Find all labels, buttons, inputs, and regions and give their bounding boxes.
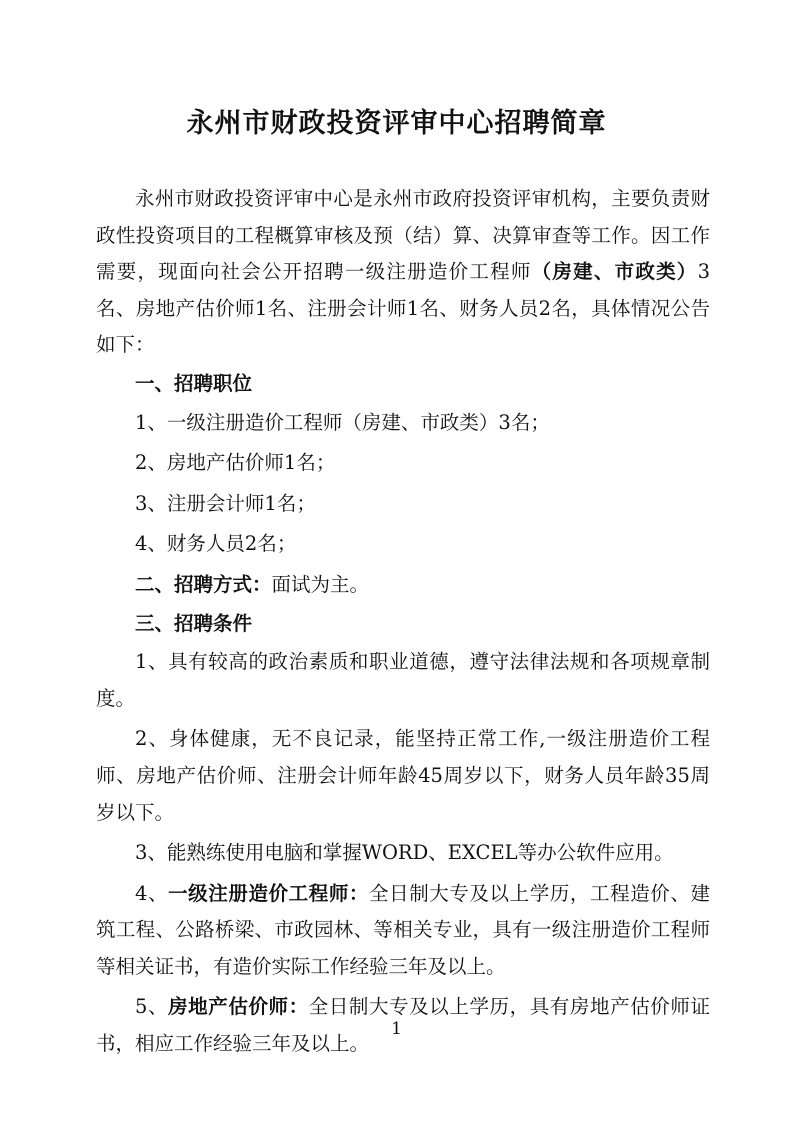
- intro-text-2: 3名、房地产估价师1名、注册会计师1名、财务人员2名，具体情况公告如下：: [96, 260, 710, 357]
- intro-bold-category: （房建、市政类）: [531, 260, 698, 284]
- condition-item-5-text: 全日制大专及以上学历，具有房地产估价师证书，相应工作经验三年及以上。: [96, 995, 710, 1056]
- intro-paragraph: [96, 181, 710, 364]
- document-body: [96, 181, 710, 1063]
- section-2-text: 面试为主。: [271, 572, 370, 596]
- position-item-1: 1、一级注册造价工程师（房建、市政类）3名；: [135, 410, 550, 434]
- page-number: 1: [391, 1019, 402, 1039]
- condition-item-2: 2、身体健康，无不良记录，能坚持正常工作,一级注册造价工程师、房地产估价师、注册会计师年龄45周岁以下，财务人员年龄35周岁以下。: [96, 727, 710, 824]
- document-title: 永州市财政投资评审中心招聘简章: [186, 108, 607, 139]
- condition-item-3: 3、能熟练使用电脑和掌握WORD、EXCEL等办公软件应用。: [135, 841, 674, 865]
- position-item-3: 3、注册会计师1名；: [135, 491, 316, 515]
- section-2-paragraph: [96, 567, 710, 604]
- condition-item-4: [96, 876, 710, 986]
- section-3-heading: 三、招聘条件: [135, 611, 253, 635]
- condition-item-4-label: 一级注册造价工程师：: [168, 881, 370, 905]
- position-item-4: 4、财务人员2名；: [135, 532, 297, 556]
- position-item-2: 2、房地产估价师1名；: [135, 451, 336, 475]
- condition-item-4-text: 全日制大专及以上学历，工程造价、建筑工程、公路桥梁、市政园林、等相关专业，具有一级注册造价工程师等相关证书，有造价实际工作经验三年及以上。: [96, 881, 710, 978]
- condition-item-4-prefix: 4、: [135, 881, 169, 905]
- section-2-heading: 二、招聘方式：: [135, 572, 272, 596]
- condition-item-5-label: 房地产估价师：: [168, 995, 309, 1019]
- section-1-heading: 一、招聘职位: [135, 371, 253, 395]
- intro-text-1: 永州市财政投资评审中心是永州市政府投资评审机构，主要负责财政性投资项目的工程概算审核及预（结）算、决算审查等工作。因工作需要，现面向社会公开招聘一级注册造价工程师: [96, 187, 710, 284]
- condition-item-1: 1、具有较高的政治素质和职业道德，遵守法律法规和各项规章制度。: [96, 650, 710, 710]
- condition-item-5-prefix: 5、: [135, 995, 169, 1019]
